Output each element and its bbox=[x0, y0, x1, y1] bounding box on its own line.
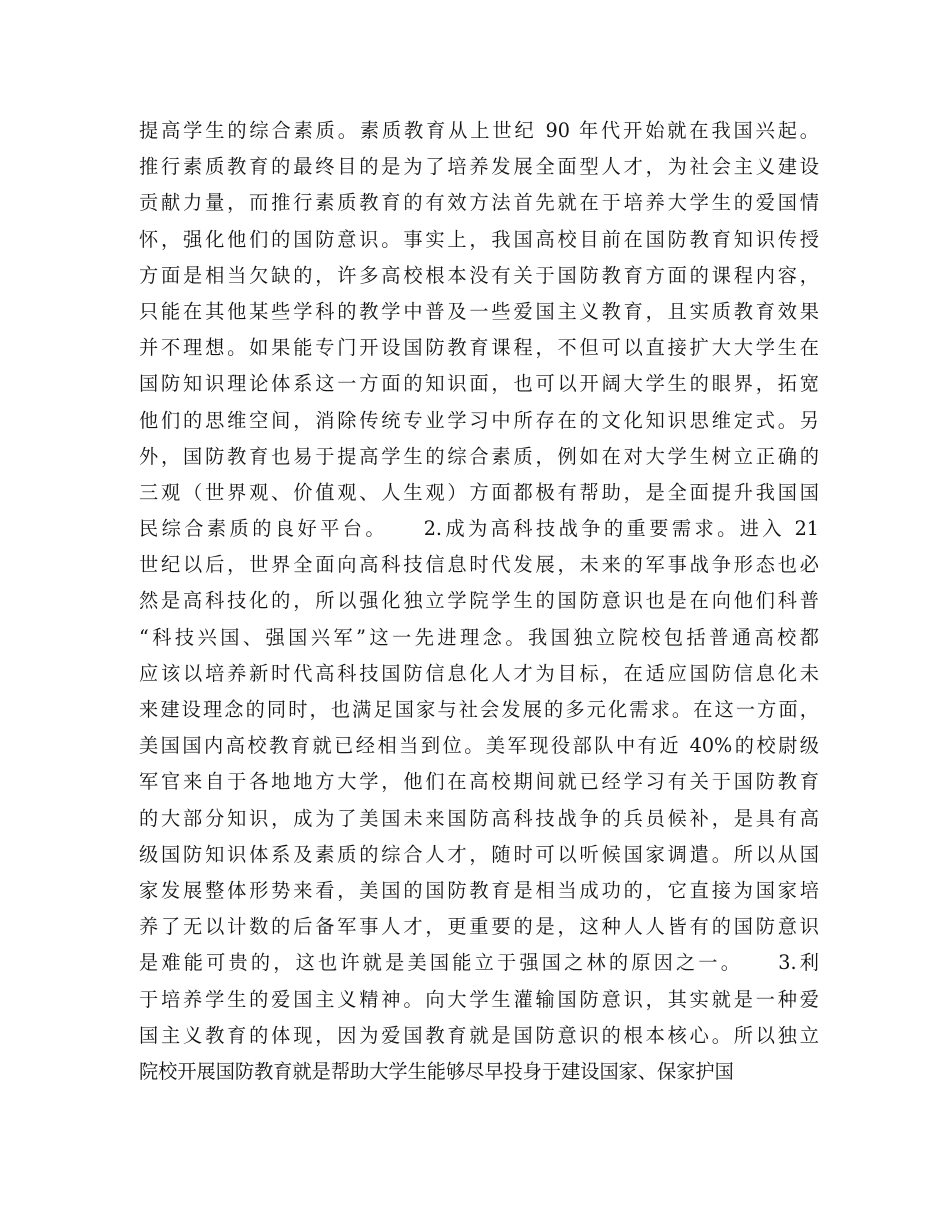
text-line: 方面是相当欠缺的，许多高校根本没有关于国防教育方面的课程内容， bbox=[139, 263, 819, 287]
text-line: 家发展整体形势来看，美国的国防教育是相当成功的，它直接为国家培 bbox=[139, 878, 819, 902]
text-line: 然是高科技化的，所以强化独立学院学生的国防意识也是在向他们科普 bbox=[139, 589, 819, 613]
text-line: 来建设理念的同时，也满足国家与社会发展的多元化需求。在这一方面， bbox=[139, 698, 819, 721]
text-line: 军官来自于各地地方大学，他们在高校期间就已经学习有关于国防教育 bbox=[139, 770, 819, 794]
text-line: 外，国防教育也易于提高学生的综合素质，例如在对大学生树立正确的 bbox=[139, 444, 819, 468]
text-line: 三观（世界观、价值观、人生观）方面都极有帮助，是全面提升我国国 bbox=[139, 480, 819, 504]
text-line: 民综合素质的良好平台。 2.成为高科技战争的重要需求。进入 21 bbox=[139, 517, 819, 541]
text-line: 怀，强化他们的国防意识。事实上，我国高校目前在国防教育知识传授 bbox=[139, 227, 819, 251]
text-line: 他们的思维空间，消除传统专业学习中所存在的文化知识思维定式。另 bbox=[139, 408, 819, 432]
text-line: 贡献力量，而推行素质教育的有效方法首先就在于培养大学生的爱国情 bbox=[139, 191, 819, 215]
text-line: 推行素质教育的最终目的是为了培养发展全面型人才，为社会主义建设 bbox=[139, 155, 819, 179]
text-line: 院校开展国防教育就是帮助大学生能够尽早投身于建设国家、保家护国 bbox=[139, 1059, 734, 1083]
text-line: 只能在其他某些学科的教学中普及一些爱国主义教育，且实质教育效果 bbox=[139, 299, 819, 323]
text-line: 国主义教育的体现，因为爱国教育就是国防意识的根本核心。所以独立 bbox=[139, 1023, 819, 1047]
text-line: 养了无以计数的后备军事人才，更重要的是，这种人人皆有的国防意识 bbox=[139, 915, 819, 939]
text-line: 的大部分知识，成为了美国未来国防高科技战争的兵员候补，是具有高 bbox=[139, 806, 819, 830]
text-line: 是难能可贵的，这也许就是美国能立于强国之林的原因之一。 3.利 bbox=[139, 951, 819, 975]
text-line: 提高学生的综合素质。素质教育从上世纪 90 年代开始就在我国兴起。 bbox=[139, 119, 819, 142]
text-line: 美国国内高校教育就已经相当到位。美军现役部队中有近 40%的校尉级 bbox=[139, 734, 819, 758]
text-line: “科技兴国、强国兴军”这一先进理念。我国独立院校包括普通高校都 bbox=[139, 625, 819, 649]
text-line: 应该以培养新时代高科技国防信息化人才为目标，在适应国防信息化未 bbox=[139, 661, 819, 685]
text-line: 世纪以后，世界全面向高科技信息时代发展，未来的军事战争形态也必 bbox=[139, 553, 819, 577]
text-line: 并不理想。如果能专门开设国防教育课程，不但可以直接扩大大学生在 bbox=[139, 336, 819, 360]
text-line: 于培养学生的爱国主义精神。向大学生灌输国防意识，其实就是一种爱 bbox=[139, 987, 819, 1011]
body-text bbox=[139, 113, 819, 1090]
text-line: 国防知识理论体系这一方面的知识面，也可以开阔大学生的眼界，拓宽 bbox=[139, 372, 819, 396]
text-line: 级国防知识体系及素质的综合人才，随时可以听候国家调遣。所以从国 bbox=[139, 842, 819, 866]
